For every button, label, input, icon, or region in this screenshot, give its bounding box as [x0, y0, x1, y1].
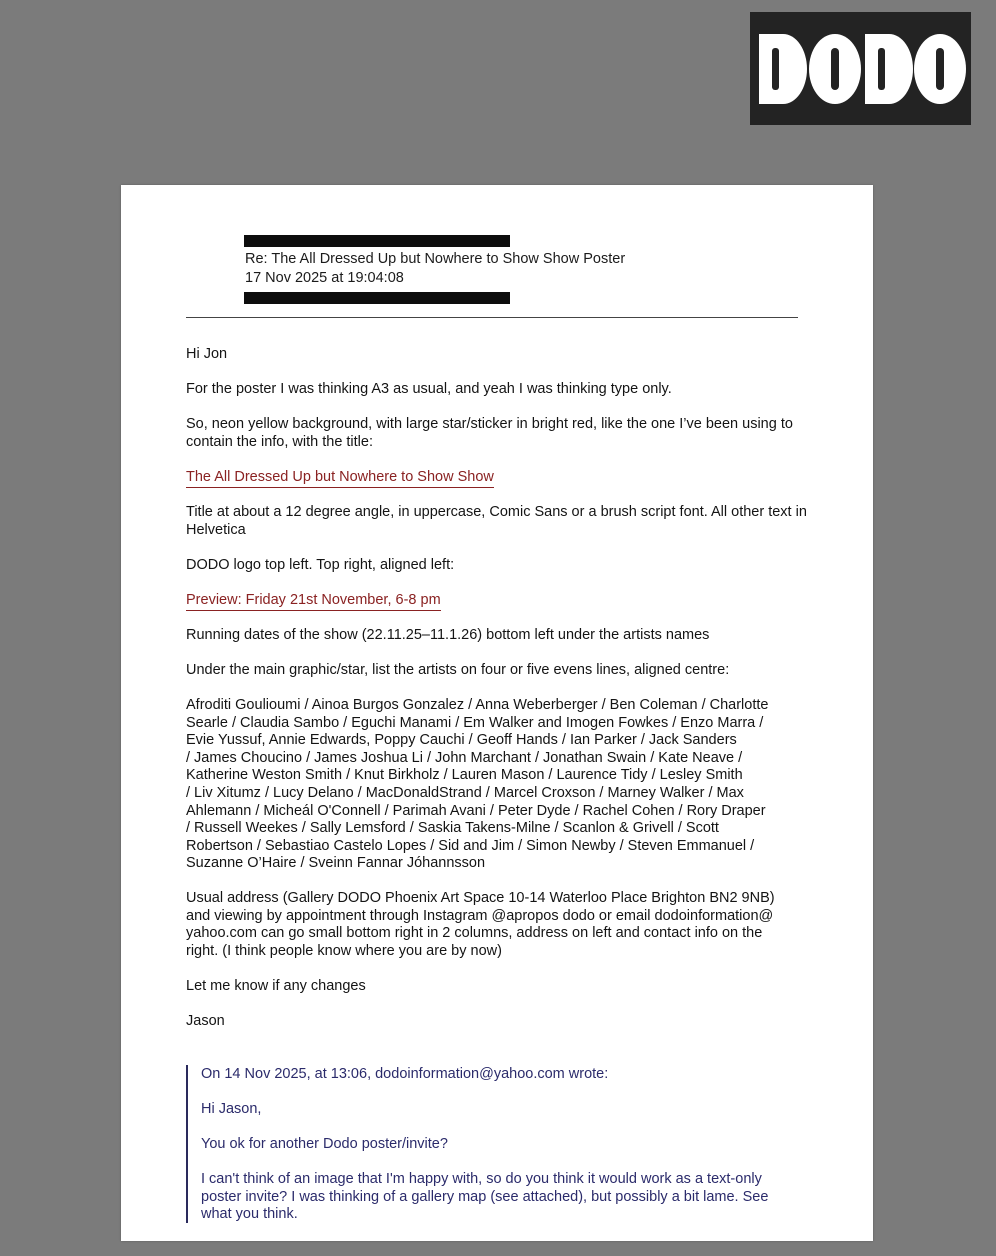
address-line: and viewing by appointment through Instagram @apropos dodo or email dodoinformation@	[186, 907, 774, 924]
artist-line: Afroditi Goulioumi / Ainoa Burgos Gonzalez / Anna Weberberger / Ben Coleman / Charlotte	[186, 697, 769, 713]
title-highlight: The All Dressed Up but Nowhere to Show Show	[186, 469, 494, 488]
dodo-logo	[750, 12, 971, 125]
paragraph-3: Title at about a 12 degree angle, in uppercase, Comic Sans or a brush script font. All other text in Helvetica	[186, 504, 807, 538]
quoted-line-1: You ok for another Dodo poster/invite?	[201, 1136, 448, 1152]
quoted-line-2: I can't think of an image that I'm happy with, so do you think it would work as a text-only poster invite? I was thinking of a gallery map (see attached), but possibly a bit lame. See what you think.	[201, 1171, 769, 1223]
address-paragraph	[186, 890, 811, 960]
address-line: Usual address (Gallery DODO Phoenix Art Space 10-14 Waterloo Place Brighton BN2 9NB)	[186, 890, 775, 906]
date-value: 17 Nov 2025 at 19:04:08	[245, 270, 404, 286]
preview-highlight: Preview: Friday 21st November, 6-8 pm	[186, 592, 441, 611]
paragraph-5: Running dates of the show (22.11.25–11.1.26) bottom left under the artists names	[186, 627, 710, 643]
paragraph-2: So, neon yellow background, with large star/sticker in bright red, like the one I’ve been using to contain the info, with the title:	[186, 416, 793, 450]
header-divider	[186, 317, 798, 318]
address-line: right. (I think people know where you are by now)	[186, 942, 502, 959]
artist-line: / James Choucino / James Joshua Li / John Marchant / Jonathan Swain / Kate Neave /	[186, 749, 743, 766]
artist-line: Evie Yussuf, Annie Edwards, Poppy Cauchi / Geoff Hands / Ian Parker / Jack Sanders	[186, 732, 737, 749]
quoted-intro: On 14 Nov 2025, at 13:06, dodoinformation@yahoo.com wrote:	[201, 1066, 609, 1082]
paragraph-6: Under the main graphic/star, list the artists on four or five evens lines, aligned centre:	[186, 662, 730, 678]
email-printout	[121, 185, 873, 1241]
greeting: Hi Jon	[186, 346, 228, 362]
artist-line: Suzanne O’Haire / Sveinn Fannar Jóhannsson	[186, 855, 486, 872]
artist-line: Ahlemann / Micheál O'Connell / Parimah Avani / Peter Dyde / Rachel Cohen / Rory Draper	[186, 802, 766, 819]
redacted-to	[244, 292, 510, 304]
paragraph-4: DODO logo top left. Top right, aligned left:	[186, 557, 455, 573]
artist-line: / Russell Weekes / Sally Lemsford / Saskia Takens-Milne / Scanlon & Grivell / Scott	[186, 820, 719, 837]
artist-list	[186, 697, 811, 873]
address-line: yahoo.com can go small bottom right in 2 columns, address on left and contact info on the	[186, 925, 763, 942]
dodo-logo-wordmark	[755, 31, 967, 107]
preview-highlight-line	[186, 592, 811, 610]
artist-line: Searle / Claudia Sambo / Eguchi Manami / Em Walker and Imogen Fowkes / Enzo Marra /	[186, 714, 764, 731]
signoff: Jason	[186, 1013, 225, 1029]
redacted-from	[244, 235, 510, 247]
quoted-message	[186, 1065, 808, 1223]
paragraph-8: Let me know if any changes	[186, 978, 366, 994]
artist-line: / Liv Xitumz / Lucy Delano / MacDonaldStrand / Marcel Croxson / Marney Walker / Max	[186, 784, 744, 801]
subject-value: Re: The All Dressed Up but Nowhere to Show Show Poster	[245, 251, 626, 267]
paragraph-1: For the poster I was thinking A3 as usual, and yeah I was thinking type only.	[186, 381, 672, 397]
artist-line: Katherine Weston Smith / Knut Birkholz / Lauren Mason / Laurence Tidy / Lesley Smith	[186, 767, 743, 784]
title-highlight-line	[186, 469, 811, 487]
quoted-greeting: Hi Jason,	[201, 1101, 262, 1117]
artist-line: Robertson / Sebastiao Castelo Lopes / Sid and Jim / Simon Newby / Steven Emmanuel /	[186, 837, 755, 854]
